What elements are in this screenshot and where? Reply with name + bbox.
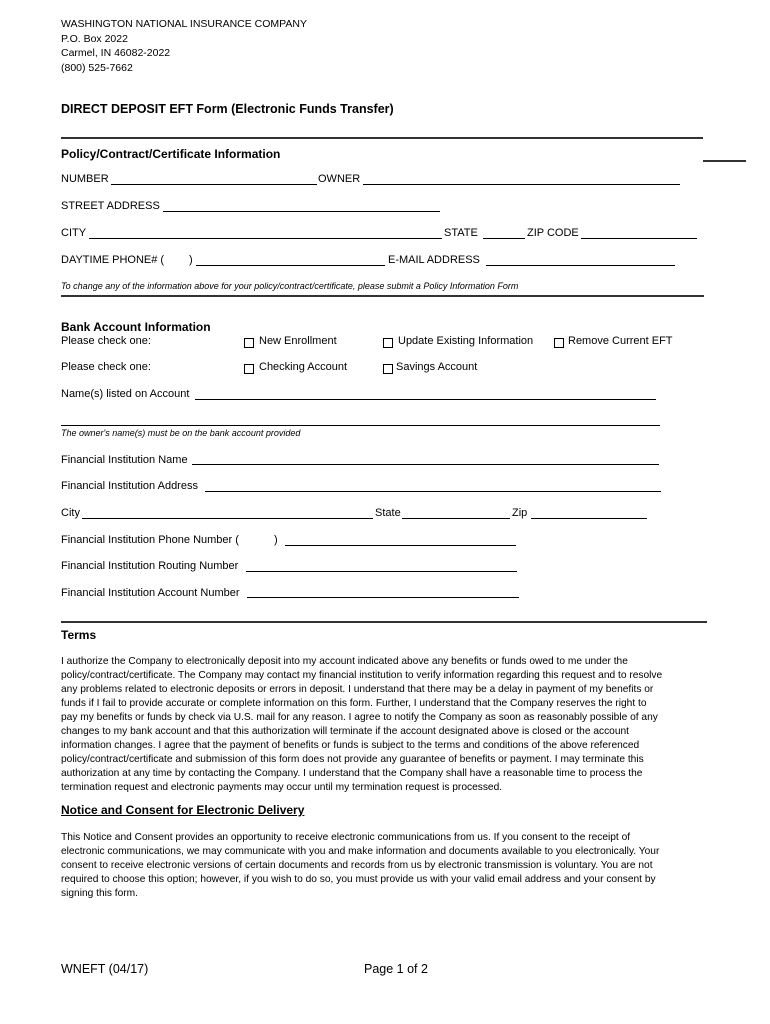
city-label: CITY xyxy=(61,227,87,239)
number-label: NUMBER xyxy=(61,173,109,185)
paragraph-line: This Notice and Consent provides an opportunity to receive electronic communications from us. If you consent to the receipt of xyxy=(61,832,631,843)
fi-address-label: Financial Institution Address xyxy=(61,480,198,492)
fi-name-field[interactable] xyxy=(192,464,659,465)
paragraph-line: electronic communications, we may communicate with you and make information and documents available to you electronically. Your xyxy=(61,846,660,857)
checking-account-checkbox[interactable] xyxy=(244,364,254,374)
divider xyxy=(61,137,703,139)
update-info-label: Update Existing Information xyxy=(398,335,534,347)
savings-account-label: Savings Account xyxy=(396,361,478,373)
fi-phone-field[interactable] xyxy=(285,545,516,546)
new-enrollment-label: New Enrollment xyxy=(259,335,337,347)
paragraph-line: consent to receive electronic versions of certain documents and records from us by electronic transmission is voluntary. You are not xyxy=(61,860,653,871)
bank-state-label: State xyxy=(375,507,401,519)
phone-label: DAYTIME PHONE# ( xyxy=(61,254,165,266)
form-code: WNEFT (04/17) xyxy=(61,962,149,976)
company-city: Carmel, IN 46082-2022 xyxy=(61,47,171,59)
state-field[interactable] xyxy=(483,238,525,239)
email-field[interactable] xyxy=(486,265,675,266)
account-names-label: Name(s) listed on Account xyxy=(61,388,190,400)
zip-field[interactable] xyxy=(581,238,697,239)
account-number-field[interactable] xyxy=(247,597,519,598)
bank-city-label: City xyxy=(61,507,80,519)
paragraph-line: changes to my bank account and that this authorization will terminate if the account designated above is closed or the account xyxy=(61,726,630,737)
zip-label: ZIP CODE xyxy=(527,227,579,239)
city-field[interactable] xyxy=(89,238,442,239)
divider xyxy=(703,160,746,162)
paragraph-line: signing this form. xyxy=(61,888,139,899)
bank-state-field[interactable] xyxy=(402,518,510,519)
check-one-label: Please check one: xyxy=(61,361,151,373)
paragraph-line: information changes. I agree that the payment of benefits or funds is subject to the terms and conditions of the above referenced xyxy=(61,740,640,751)
owner-note: The owner's name(s) must be on the bank account provided xyxy=(61,428,301,438)
remove-eft-checkbox[interactable] xyxy=(554,338,564,348)
new-enrollment-checkbox[interactable] xyxy=(244,338,254,348)
notice-text xyxy=(61,831,659,901)
routing-field[interactable] xyxy=(246,571,517,572)
company-po-box: P.O. Box 2022 xyxy=(61,33,128,45)
checking-account-label: Checking Account xyxy=(259,361,348,373)
owner-label: OWNER xyxy=(318,173,361,185)
remove-eft-label: Remove Current EFT xyxy=(568,335,673,347)
form-title: DIRECT DEPOSIT EFT Form (Electronic Funds Transfer) xyxy=(61,102,394,116)
terms-heading: Terms xyxy=(61,628,97,642)
street-field[interactable] xyxy=(163,211,440,212)
paragraph-line: policy/contract/certificate and submission of this form does not provide any guarantee of benefits or payment. I may terminate this xyxy=(61,754,644,765)
update-info-checkbox[interactable] xyxy=(383,338,393,348)
savings-account-checkbox[interactable] xyxy=(383,364,393,374)
policy-heading: Policy/Contract/Certificate Information xyxy=(61,147,281,161)
divider xyxy=(61,621,707,623)
fi-name-label: Financial Institution Name xyxy=(61,454,188,466)
account-number-label: Financial Institution Account Number xyxy=(61,587,240,599)
company-phone: (800) 525-7662 xyxy=(61,62,133,74)
paragraph-line: required to choose this option; however, if you wish to do so, you must provide us with your valid email address and your consent by xyxy=(61,874,656,885)
divider xyxy=(61,295,704,297)
notice-heading: Notice and Consent for Electronic Delivery xyxy=(61,803,305,817)
paragraph-line: funds if I fail to provide accurate or complete information on this form. Further, I understand that the Company reserves the right to xyxy=(61,698,647,709)
routing-label: Financial Institution Routing Number xyxy=(61,560,239,572)
bank-heading: Bank Account Information xyxy=(61,320,211,334)
fi-phone-paren: ) xyxy=(274,534,278,546)
bank-city-field[interactable] xyxy=(82,518,373,519)
paragraph-line: authorization at any time by contacting the Company. I understand that the Company shall have a reasonable time to process the xyxy=(61,768,643,779)
check-one-label: Please check one: xyxy=(61,335,151,347)
owner-field[interactable] xyxy=(363,184,680,185)
number-field[interactable] xyxy=(111,184,317,185)
account-names-field[interactable] xyxy=(195,399,656,400)
bank-zip-label: Zip xyxy=(512,507,528,519)
email-label: E-MAIL ADDRESS xyxy=(388,254,480,266)
fi-address-field[interactable] xyxy=(205,491,661,492)
state-label: STATE xyxy=(444,227,478,239)
account-names-field-2[interactable] xyxy=(61,425,660,426)
street-label: STREET ADDRESS xyxy=(61,200,160,212)
bank-zip-field[interactable] xyxy=(531,518,647,519)
paragraph-line: I authorize the Company to electronically deposit into my account indicated above any benefits or funds owed to me under the xyxy=(61,656,628,667)
company-name: WASHINGTON NATIONAL INSURANCE COMPANY xyxy=(61,18,307,30)
paragraph-line: any problems related to electronic deposits or errors in deposit. I understand that there may be a delay in payment of my benefits or xyxy=(61,684,654,695)
terms-text xyxy=(61,655,662,795)
paragraph-line: policy/contract/certificate. The Company may contact my financial institution to verify information regarding this request and to resolve xyxy=(61,670,663,681)
policy-note: To change any of the information above for your policy/contract/certificate, please submit a Policy Information Form xyxy=(61,281,519,291)
fi-phone-label: Financial Institution Phone Number ( xyxy=(61,534,239,546)
paragraph-line: termination request and electronic payments may occur until my termination request is processed. xyxy=(61,782,503,793)
paragraph-line: pay my benefits or funds by check via U.S. mail for any reason. I agree to notify the Company as soon as reasonably possible of any xyxy=(61,712,658,723)
page-number: Page 1 of 2 xyxy=(364,962,428,976)
phone-paren: ) xyxy=(189,254,193,266)
phone-field[interactable] xyxy=(196,265,385,266)
